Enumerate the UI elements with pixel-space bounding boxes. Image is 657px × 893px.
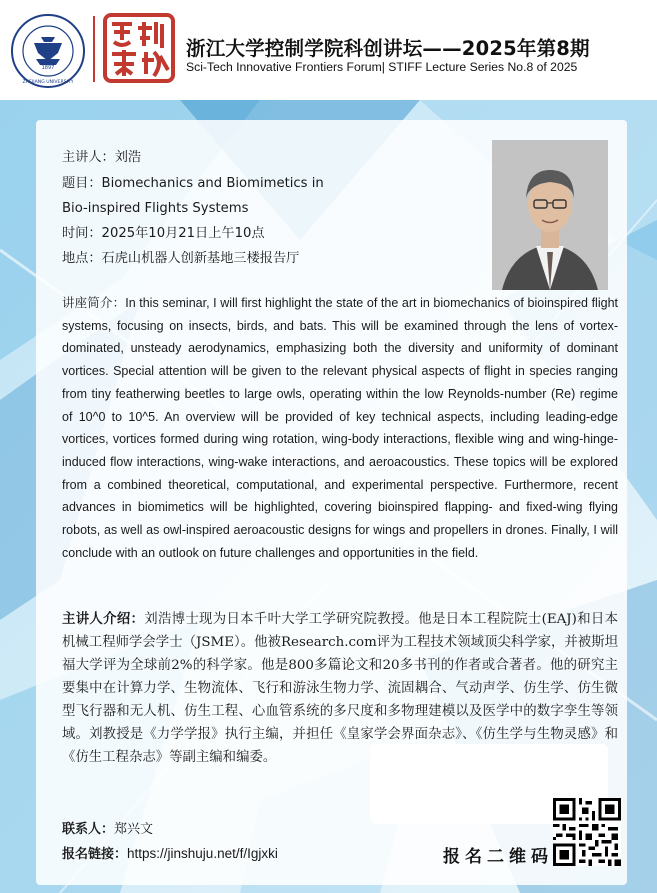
qr-code-icon[interactable] xyxy=(552,798,622,866)
lecture-title-line2: Bio-inspired Flights Systems xyxy=(62,201,249,216)
seal-logo-icon xyxy=(102,12,176,84)
svg-text:ZHEJIANG UNIVERSITY: ZHEJIANG UNIVERSITY xyxy=(22,80,74,85)
contact-name: 郑兴文 xyxy=(114,822,154,837)
header xyxy=(0,0,657,100)
lecture-title-line1: 题目：Biomechanics and Biomimetics in xyxy=(62,176,324,191)
speaker-photo xyxy=(492,140,608,290)
lecture-abstract xyxy=(62,292,618,564)
speaker-name: 主讲人：刘浩 xyxy=(62,150,142,165)
bio-text: 刘浩博士现为日本千叶大学工学研究院教授。他是日本工程院院士(EAJ)和日本机械工程师学会学士（JSME）。他被Research.com评为工程技术领域顶尖科学家，并被斯坦福大学评为全球前2%的科学家。他是800多篇论文和20多书刊的作者或合著者。他的研究主要集中在计算力学、生物流体、飞行和游泳生物力学、流固耦合、气动声学、仿生学、仿生微型飞行器和无人机、仿生工程、心血管系统的多尺度和多物理建模以及医学中的数字孪生等领域。刘教授是《力学学报》执行主编，并担任《皇家学会界面杂志》、《仿生学与生物灵感》和《仿生工程杂志》等副主编和编委。 xyxy=(62,612,619,765)
abstract-label: 讲座简介： xyxy=(62,295,126,310)
zju-logo-icon xyxy=(10,13,86,89)
svg-text:1897: 1897 xyxy=(41,65,55,71)
qr-label: 报名二维码 xyxy=(443,847,553,867)
page-title: 浙江大学控制学院科创讲坛——2025年第8期 xyxy=(186,37,590,60)
lecture-venue: 地点：石虎山机器人创新基地三楼报告厅 xyxy=(62,251,300,266)
lecture-time: 时间：2025年10月21日上午10点 xyxy=(62,226,265,241)
bio-label: 主讲人介绍： xyxy=(62,612,145,627)
signup-link[interactable]: https://jinshuju.net/f/Igjxki xyxy=(127,846,278,861)
signup-label: 报名链接： xyxy=(62,847,128,862)
contact-label: 联系人： xyxy=(62,822,115,837)
abstract-text: In this seminar, I will first highlight the state of the art in biomechanics of bioinspired flight systems, focusing on insects, birds, and bats. This will be examined through the lens of vortex-dominated, unsteady aerodynamics, emphasizing both the diversity and uniformity of dominant vortices. Special attention will be given to the relevant physical aspects of flight in species ranging from tiny featherwing beetles to large owls, operating within the low Reynolds-number (Re) regime of 10^0 to 10^5. An overview will be provided of key technical aspects, including leading-edge vortices, vortices formed during wing rotation, wing-body interactions, flexible wing and wing-hinge-induced flow interactions, wing-wake interactions, and aeroacoustics. These topics will be explored from a combined theoretical, computational, and experimental perspective. Furthermore, recent advances in biomimetics will be highlighted, covering bioinspired flapping- and fixed-wing flying robots, as well as owl-inspired aeroacoustic designs for wings and propellers in drones. Finally, I will conclude with an outlook on future challenges and opportunities in the field. xyxy=(62,296,618,560)
header-divider xyxy=(93,16,95,82)
page-subtitle: Sci-Tech Innovative Frontiers Forum| STIFF Lecture Series No.8 of 2025 xyxy=(186,60,578,74)
signup-row xyxy=(62,843,278,862)
contact-row xyxy=(62,818,153,837)
